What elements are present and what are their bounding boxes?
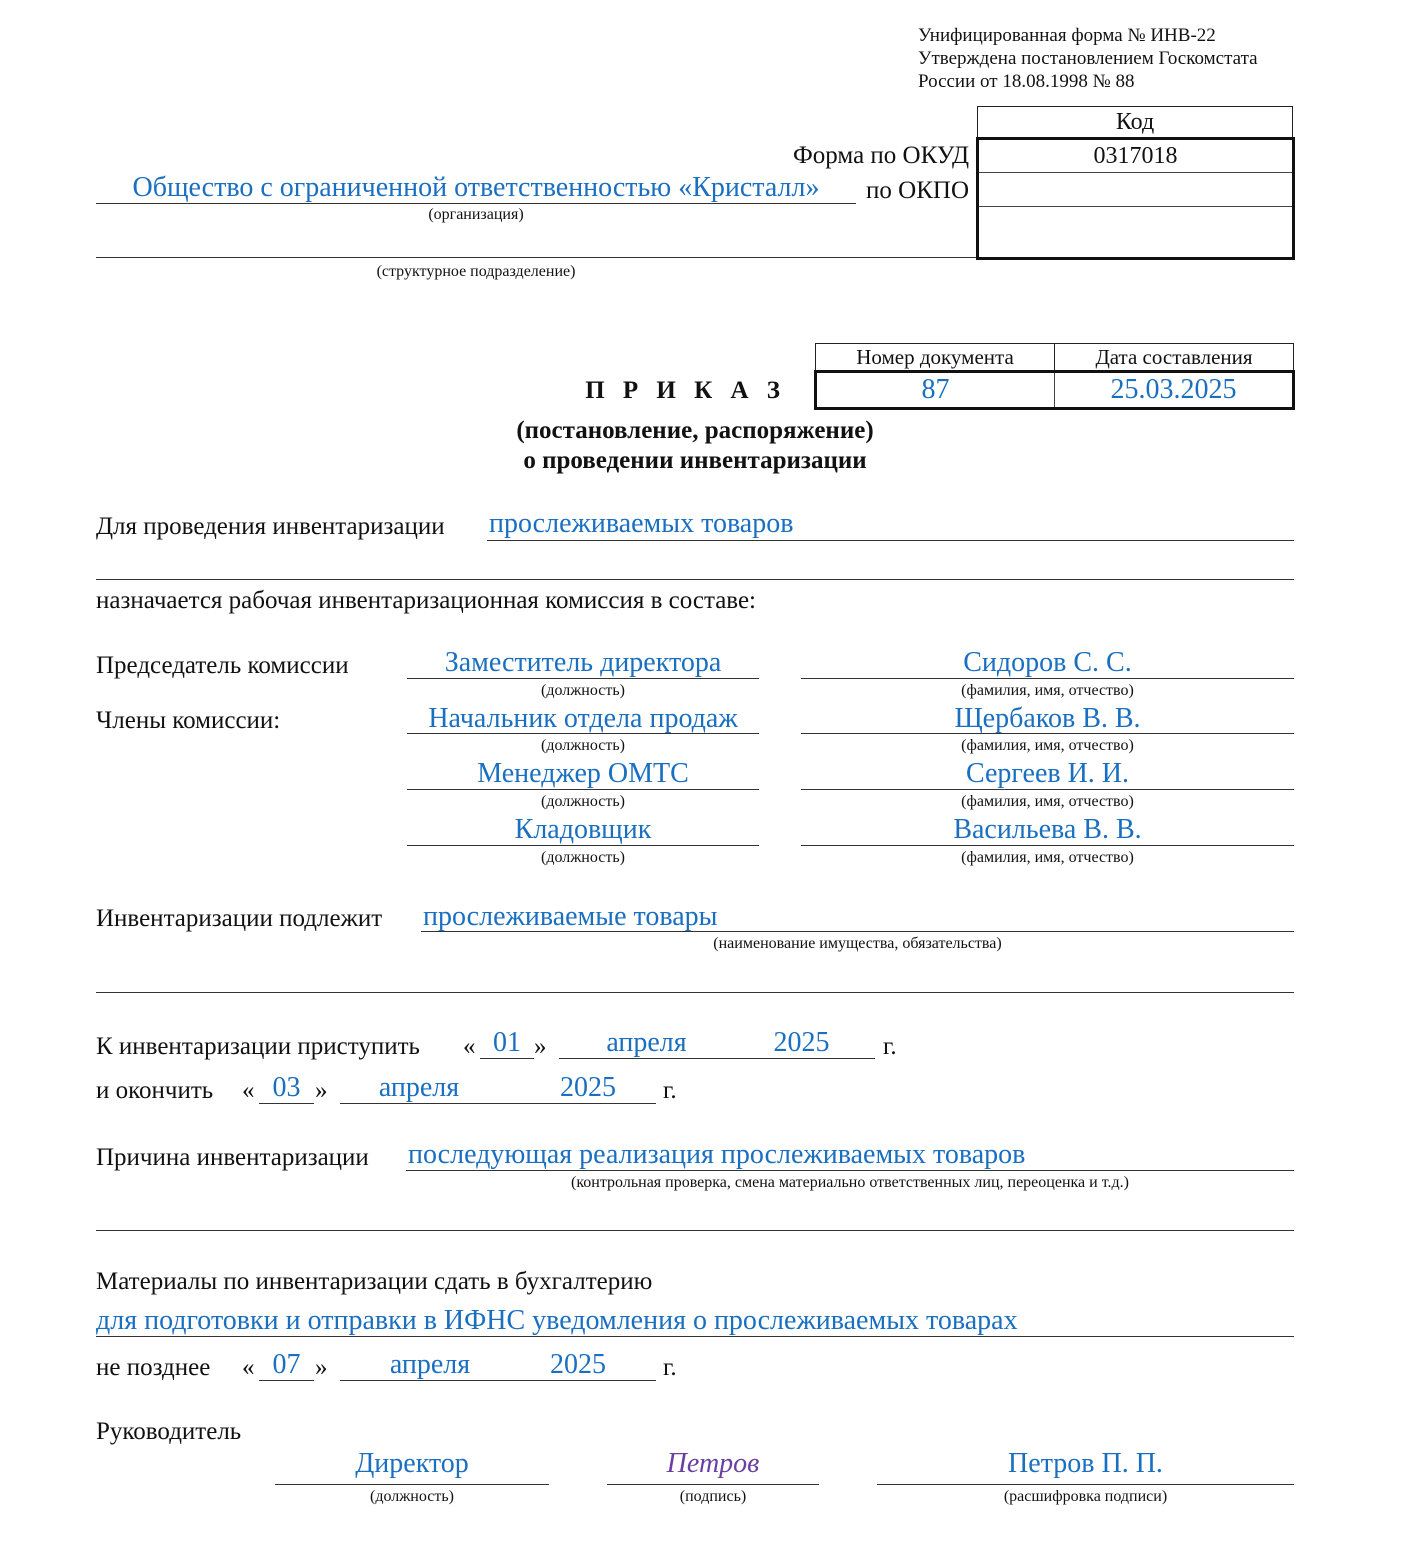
end-month-underline xyxy=(340,1103,656,1104)
name-caption: (фамилия, имя, отчество) xyxy=(961,737,1134,754)
end-year-suffix: г. xyxy=(663,1077,677,1104)
form-header-line2: Утверждена постановлением Госкомстата xyxy=(918,48,1258,69)
end-day-underline xyxy=(259,1103,314,1104)
okud-label: Форма по ОКУД xyxy=(793,142,969,169)
materials-underline xyxy=(96,1336,1294,1337)
form-header xyxy=(918,24,1258,93)
position-caption: (должность) xyxy=(541,682,625,699)
end-label: и окончить xyxy=(96,1077,214,1104)
purpose-underline xyxy=(487,540,1294,541)
code-header: Код xyxy=(977,106,1293,138)
division-caption: (структурное подразделение) xyxy=(376,263,576,280)
name-caption: (фамилия, имя, отчество) xyxy=(961,849,1134,866)
head-name-caption: (расшифровка подписи) xyxy=(1003,1488,1168,1505)
start-close-quote: » xyxy=(534,1033,547,1060)
member-name[interactable]: Сергеев И. И. xyxy=(965,758,1130,789)
deadline-year[interactable]: 2025 xyxy=(550,1349,606,1380)
head-signature-underline xyxy=(607,1484,819,1485)
head-signature[interactable]: Петров xyxy=(666,1448,760,1479)
head-signature-caption: (подпись) xyxy=(679,1488,747,1505)
start-day[interactable]: 01 xyxy=(493,1027,521,1058)
end-close-quote: » xyxy=(315,1077,328,1104)
position-caption: (должность) xyxy=(541,793,625,810)
members-label: Члены комиссии: xyxy=(96,707,281,734)
member-position[interactable]: Менеджер ОМТС xyxy=(477,758,689,789)
deadline-day[interactable]: 07 xyxy=(272,1349,301,1380)
head-position-caption: (должность) xyxy=(370,1488,454,1505)
deadline-close-quote: » xyxy=(315,1354,328,1381)
document-subtitle-1: (постановление, распоряжение) xyxy=(516,417,874,444)
member-position[interactable]: Кладовщик xyxy=(514,814,652,845)
okud-code[interactable]: 0317018 xyxy=(979,140,1292,173)
extra-code[interactable] xyxy=(979,207,1292,259)
subject-value[interactable]: прослеживаемые товары xyxy=(423,901,718,932)
reason-caption: (контрольная проверка, смена материально ответственных лиц, переоценка и т.д.) xyxy=(571,1174,1129,1191)
member-name-underline xyxy=(801,678,1294,679)
okpo-label: по ОКПО xyxy=(866,177,969,204)
purpose-underline-2 xyxy=(96,579,1294,580)
document-title: П Р И К А З xyxy=(585,377,786,404)
member-position-underline xyxy=(407,733,759,734)
member-position-underline xyxy=(407,845,759,846)
purpose-value[interactable]: прослеживаемых товаров xyxy=(489,508,794,539)
end-day[interactable]: 03 xyxy=(272,1072,301,1103)
end-year[interactable]: 2025 xyxy=(560,1072,616,1103)
purpose-label: Для проведения инвентаризации xyxy=(96,513,445,540)
member-name[interactable]: Васильева В. В. xyxy=(953,814,1142,845)
head-name-underline xyxy=(877,1484,1294,1485)
deadline-year-suffix: г. xyxy=(663,1354,677,1381)
reason-label: Причина инвентаризации xyxy=(96,1144,369,1171)
member-name[interactable]: Щербаков В. В. xyxy=(954,703,1141,734)
member-name-underline xyxy=(801,789,1294,790)
document-subtitle-2: о проведении инвентаризации xyxy=(523,447,867,474)
head-label: Руководитель xyxy=(96,1418,242,1445)
materials-label: Материалы по инвентаризации сдать в бухгалтерию xyxy=(96,1268,653,1295)
okpo-code[interactable] xyxy=(979,173,1292,207)
reason-underline-2 xyxy=(96,1230,1294,1231)
number-header: Номер документа xyxy=(816,344,1055,372)
deadline-month-underline xyxy=(340,1380,656,1381)
deadline-open-quote: « xyxy=(242,1354,255,1381)
organization-underline xyxy=(96,203,856,204)
subject-underline xyxy=(421,931,1294,932)
code-box xyxy=(976,137,1295,260)
form-header-line1: Унифицированная форма № ИНВ-22 xyxy=(918,25,1216,46)
organization-name[interactable]: Общество с ограниченной ответственностью «Кристалл» xyxy=(132,172,820,203)
name-caption: (фамилия, имя, отчество) xyxy=(961,793,1134,810)
start-year-suffix: г. xyxy=(883,1033,897,1060)
member-position[interactable]: Заместитель директора xyxy=(444,647,722,678)
commission-intro: назначается рабочая инвентаризационная комиссия в составе: xyxy=(96,587,756,614)
subject-caption: (наименование имущества, обязательства) xyxy=(713,935,1002,952)
head-position-underline xyxy=(275,1484,549,1485)
document-number[interactable]: 87 xyxy=(816,372,1055,409)
end-month[interactable]: апреля xyxy=(378,1072,460,1103)
chair-label: Председатель комиссии xyxy=(96,652,349,679)
end-open-quote: « xyxy=(242,1077,255,1104)
deadline-label: не позднее xyxy=(96,1354,211,1381)
member-position-underline xyxy=(407,678,759,679)
deadline-day-underline xyxy=(259,1380,314,1381)
start-month[interactable]: апреля xyxy=(606,1027,687,1058)
member-name[interactable]: Сидоров С. С. xyxy=(963,647,1132,678)
form-header-line3: России от 18.08.1998 № 88 xyxy=(918,71,1135,92)
subject-underline-2 xyxy=(96,992,1294,993)
position-caption: (должность) xyxy=(541,737,625,754)
position-caption: (должность) xyxy=(541,849,625,866)
deadline-month[interactable]: апреля xyxy=(389,1349,471,1380)
start-label: К инвентаризации приступить xyxy=(96,1033,420,1060)
head-name[interactable]: Петров П. П. xyxy=(1008,1448,1163,1479)
member-name-underline xyxy=(801,845,1294,846)
date-header: Дата составления xyxy=(1055,344,1294,372)
name-caption: (фамилия, имя, отчество) xyxy=(961,682,1134,699)
subject-label: Инвентаризации подлежит xyxy=(96,905,383,932)
start-open-quote: « xyxy=(463,1033,476,1060)
start-year[interactable]: 2025 xyxy=(773,1027,830,1058)
document-number-table xyxy=(814,343,1295,410)
member-position-underline xyxy=(407,789,759,790)
materials-value[interactable]: для подготовки и отправки в ИФНС уведомления о прослеживаемых товарах xyxy=(96,1305,1018,1336)
start-month-underline xyxy=(559,1058,875,1059)
division-underline xyxy=(96,257,976,258)
organization-caption: (организация) xyxy=(428,206,524,223)
member-name-underline xyxy=(801,733,1294,734)
member-position[interactable]: Начальник отдела продаж xyxy=(428,703,738,734)
start-day-underline xyxy=(480,1058,534,1059)
reason-value[interactable]: последующая реализация прослеживаемых товаров xyxy=(408,1139,1026,1170)
reason-underline xyxy=(406,1170,1294,1171)
head-position[interactable]: Директор xyxy=(355,1448,469,1479)
document-date[interactable]: 25.03.2025 xyxy=(1055,372,1294,409)
